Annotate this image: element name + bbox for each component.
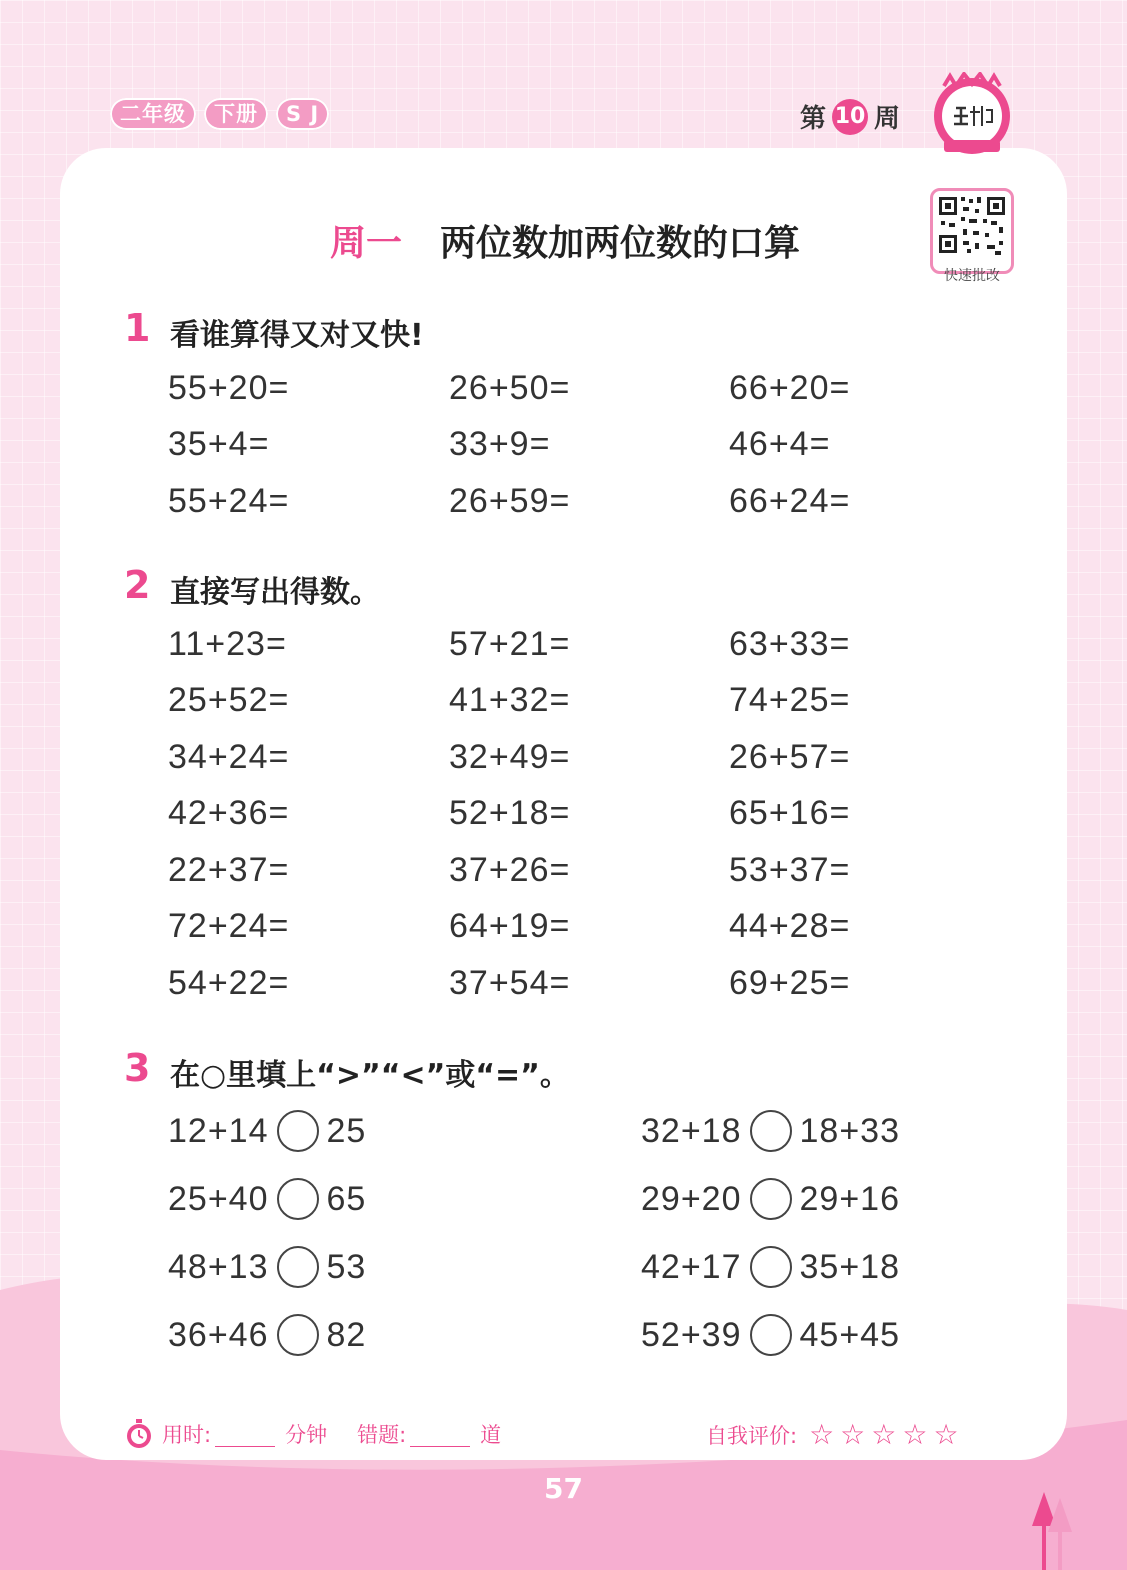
s2-expr: 11+23= [168, 625, 287, 663]
s1-expr: 35+4= [168, 425, 270, 463]
s1-expr: 26+59= [449, 482, 571, 520]
answer-circle[interactable] [277, 1178, 319, 1220]
answer-circle[interactable] [750, 1246, 792, 1288]
time-and-errors [124, 1418, 501, 1450]
week-number: 10 [832, 99, 868, 135]
title-topic: 两位数加两位数的口算 [440, 223, 801, 264]
time-label: 用时: [162, 1423, 212, 1447]
wrong-input[interactable] [410, 1422, 470, 1447]
volume-tag: 下册 [204, 98, 268, 130]
section-2-number: 2 [124, 563, 151, 607]
s2-expr: 44+28= [729, 907, 851, 945]
compare-right: 18+33 [799, 1111, 900, 1150]
compare-left: 42+17 [641, 1247, 742, 1286]
s2-expr: 72+24= [168, 907, 290, 945]
s2-expr: 22+37= [168, 851, 290, 889]
self-eval-label: 自我评价: [706, 1423, 798, 1448]
s2-expr: 32+49= [449, 738, 571, 776]
compare-left: 52+39 [641, 1315, 742, 1354]
title-day: 周一 [330, 223, 403, 264]
page-title [330, 215, 800, 266]
compare-right: 29+16 [799, 1179, 900, 1218]
compare-left: 32+18 [641, 1111, 742, 1150]
week-indicator [800, 98, 900, 135]
stopwatch-icon [124, 1418, 154, 1450]
compare-item [168, 1314, 366, 1356]
s1-expr: 66+24= [729, 482, 851, 520]
section-3-title: 在○里填上“>”“<”或“=”。 [170, 1058, 570, 1093]
compare-right: 53 [326, 1247, 367, 1286]
compare-right: 35+18 [799, 1247, 900, 1286]
qr-code[interactable] [930, 188, 1014, 274]
compare-item [168, 1178, 366, 1220]
compare-left: 25+40 [168, 1179, 269, 1218]
answer-circle[interactable] [750, 1314, 792, 1356]
compare-left: 29+20 [641, 1179, 742, 1218]
s1-expr: 55+20= [168, 369, 290, 407]
s2-expr: 57+21= [449, 625, 571, 663]
answer-circle[interactable] [277, 1314, 319, 1356]
edition-tag: S J [276, 98, 329, 130]
week-prefix: 第 [800, 104, 827, 134]
s2-expr: 41+32= [449, 681, 571, 719]
s2-expr: 37+54= [449, 964, 571, 1002]
wrong-unit: 道 [480, 1423, 502, 1447]
week-suffix: 周 [874, 104, 901, 134]
s2-expr: 34+24= [168, 738, 290, 776]
compare-item [641, 1110, 900, 1152]
compare-right: 65 [326, 1179, 367, 1218]
self-evaluation [706, 1418, 965, 1451]
answer-circle[interactable] [277, 1110, 319, 1152]
compare-item [641, 1314, 900, 1356]
s1-expr: 26+50= [449, 369, 571, 407]
brand-seal-logo [930, 72, 1014, 160]
grade-tag: 二年级 [110, 98, 196, 130]
time-input[interactable] [215, 1422, 275, 1447]
qr-pattern-icon [933, 191, 1011, 261]
compare-item [168, 1110, 366, 1152]
answer-circle[interactable] [750, 1110, 792, 1152]
rating-stars[interactable]: ☆☆☆☆☆ [809, 1418, 965, 1451]
compare-left: 12+14 [168, 1111, 269, 1150]
answer-circle[interactable] [750, 1178, 792, 1220]
grade-tags [110, 98, 329, 130]
s2-expr: 42+36= [168, 794, 290, 832]
time-unit: 分钟 [285, 1423, 328, 1447]
s2-expr: 63+33= [729, 625, 851, 663]
s2-expr: 52+18= [449, 794, 571, 832]
s2-expr: 65+16= [729, 794, 851, 832]
compare-left: 36+46 [168, 1315, 269, 1354]
section-3-number: 3 [124, 1046, 151, 1090]
s2-expr: 69+25= [729, 964, 851, 1002]
s2-expr: 74+25= [729, 681, 851, 719]
compare-right: 25 [326, 1111, 367, 1150]
s2-expr: 37+26= [449, 851, 571, 889]
s1-expr: 33+9= [449, 425, 551, 463]
s2-expr: 64+19= [449, 907, 571, 945]
s2-expr: 54+22= [168, 964, 290, 1002]
s1-expr: 66+20= [729, 369, 851, 407]
compare-item [168, 1246, 366, 1288]
section-1-title: 看谁算得又对又快! [170, 318, 424, 353]
compare-right: 45+45 [799, 1315, 900, 1354]
compare-item [641, 1178, 900, 1220]
compare-left: 48+13 [168, 1247, 269, 1286]
qr-label: 快速批改 [944, 268, 1000, 284]
s2-expr: 26+57= [729, 738, 851, 776]
s2-expr: 25+52= [168, 681, 290, 719]
tree-decoration-icon [1030, 1492, 1074, 1570]
section-1-number: 1 [124, 306, 151, 350]
s2-expr: 53+37= [729, 851, 851, 889]
compare-right: 82 [326, 1315, 367, 1354]
page-number: 57 [544, 1472, 583, 1505]
s1-expr: 55+24= [168, 482, 290, 520]
compare-item [641, 1246, 900, 1288]
s1-expr: 46+4= [729, 425, 831, 463]
wrong-label: 错题: [357, 1423, 407, 1447]
answer-circle[interactable] [277, 1246, 319, 1288]
section-2-title: 直接写出得数。 [170, 575, 380, 610]
